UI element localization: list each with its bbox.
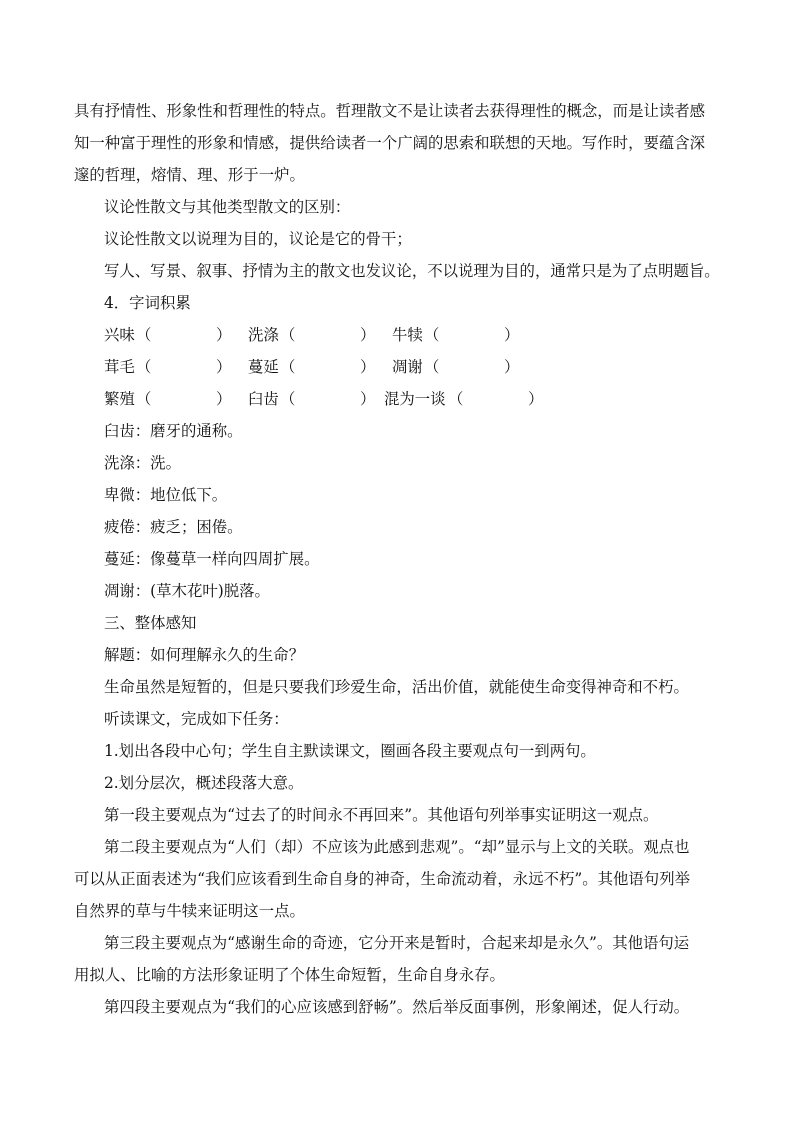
question-line: 解题：如何理解永久的生命？	[104, 646, 305, 664]
paragraph-line: 写人、写景、叙事、抒情为主的散文也发议论，不以说理为目的，通常只是为了点明题旨。	[104, 262, 720, 280]
blank-close: ）	[504, 358, 520, 376]
blank-close: ）	[216, 326, 232, 344]
paragraph-line: 第一段主要观点为“过去了的时间永不再回来”。其他语句列举事实证明这一观点。	[104, 806, 659, 824]
vocab-word: 牛犊	[392, 326, 423, 344]
section-heading: 三、整体感知	[104, 614, 197, 632]
task-line: 听读课文，完成如下任务：	[104, 710, 289, 728]
paragraph-line: 第三段主要观点为“感谢生命的奇迹，它分开来是暂时，合起来却是永久”。其他语句运	[104, 934, 690, 952]
blank-close: ）	[216, 390, 232, 408]
task-item: 2.划分层次，概述段落大意。	[104, 774, 304, 792]
blank-open: （	[136, 326, 152, 344]
definition-item: 洗涤：洗。	[104, 454, 181, 472]
definition-item: 蔓延：像蔓草一样向四周扩展。	[104, 550, 320, 568]
vocab-word: 兴味	[104, 326, 135, 344]
blank-open: （	[448, 390, 464, 408]
blank-open: （	[424, 326, 440, 344]
blank-close: ）	[360, 358, 376, 376]
vocab-word: 凋谢	[392, 358, 423, 376]
vocab-word: 茸毛	[104, 358, 135, 376]
definition-item: 凋谢：(草木花叶)脱落。	[104, 582, 270, 600]
vocab-word: 混为一谈	[384, 390, 446, 408]
vocab-word: 洗涤	[248, 326, 279, 344]
paragraph-line: 可以从正面表述为“我们应该看到生命自身的神奇，生命流动着，永远不朽”。其他语句列举	[74, 870, 690, 888]
paragraph-line: 知一种富于理性的形象和情感，提供给读者一个广阔的思索和联想的天地。写作时，要蕴含深	[74, 134, 706, 152]
answer-line: 生命虽然是短暂的，但是只要我们珍爱生命，活出价值，就能使生命变得神奇和不朽。	[104, 678, 689, 696]
blank-open: （	[136, 390, 152, 408]
blank-close: ）	[528, 390, 544, 408]
section-heading: 4．字词积累	[104, 294, 191, 312]
blank-open: （	[280, 326, 296, 344]
blank-close: ）	[504, 326, 520, 344]
blank-open: （	[424, 358, 440, 376]
definition-item: 疲倦：疲乏；困倦。	[104, 518, 243, 536]
definition-item: 臼齿：磨牙的通称。	[104, 422, 243, 440]
paragraph-line: 议论性散文与其他类型散文的区别：	[104, 198, 351, 216]
paragraph-line: 第二段主要观点为“人们（却）不应该为此感到悲观”。“却”显示与上文的关联。观点也	[104, 838, 690, 856]
blank-close: ）	[360, 390, 376, 408]
paragraph-line: 邃的哲理，熔情、理、形于一炉。	[74, 166, 305, 184]
vocab-word: 臼齿	[248, 390, 279, 408]
blank-close: ）	[360, 326, 376, 344]
vocab-word: 蔓延	[248, 358, 279, 376]
paragraph-line: 自然界的草与牛犊来证明这一点。	[74, 902, 305, 920]
task-item: 1.划出各段中心句；学生自主默读课文，圈画各段主要观点句一到两句。	[104, 742, 596, 760]
paragraph-line: 具有抒情性、形象性和哲理性的特点。哲理散文不是让读者去获得理性的概念，而是让读者感	[74, 102, 706, 120]
blank-open: （	[136, 358, 152, 376]
paragraph-line: 议论性散文以说理为目的，议论是它的骨干；	[104, 230, 412, 248]
paragraph-line: 第四段主要观点为“我们的心应该感到舒畅”。然后举反面事例，形象阐述，促人行动。	[104, 998, 690, 1016]
blank-open: （	[280, 390, 296, 408]
vocab-word: 繁殖	[104, 390, 135, 408]
blank-close: ）	[216, 358, 232, 376]
blank-open: （	[280, 358, 296, 376]
paragraph-line: 用拟人、比喻的方法形象证明了个体生命短暂，生命自身永存。	[74, 966, 505, 984]
definition-item: 卑微：地位低下。	[104, 486, 228, 504]
